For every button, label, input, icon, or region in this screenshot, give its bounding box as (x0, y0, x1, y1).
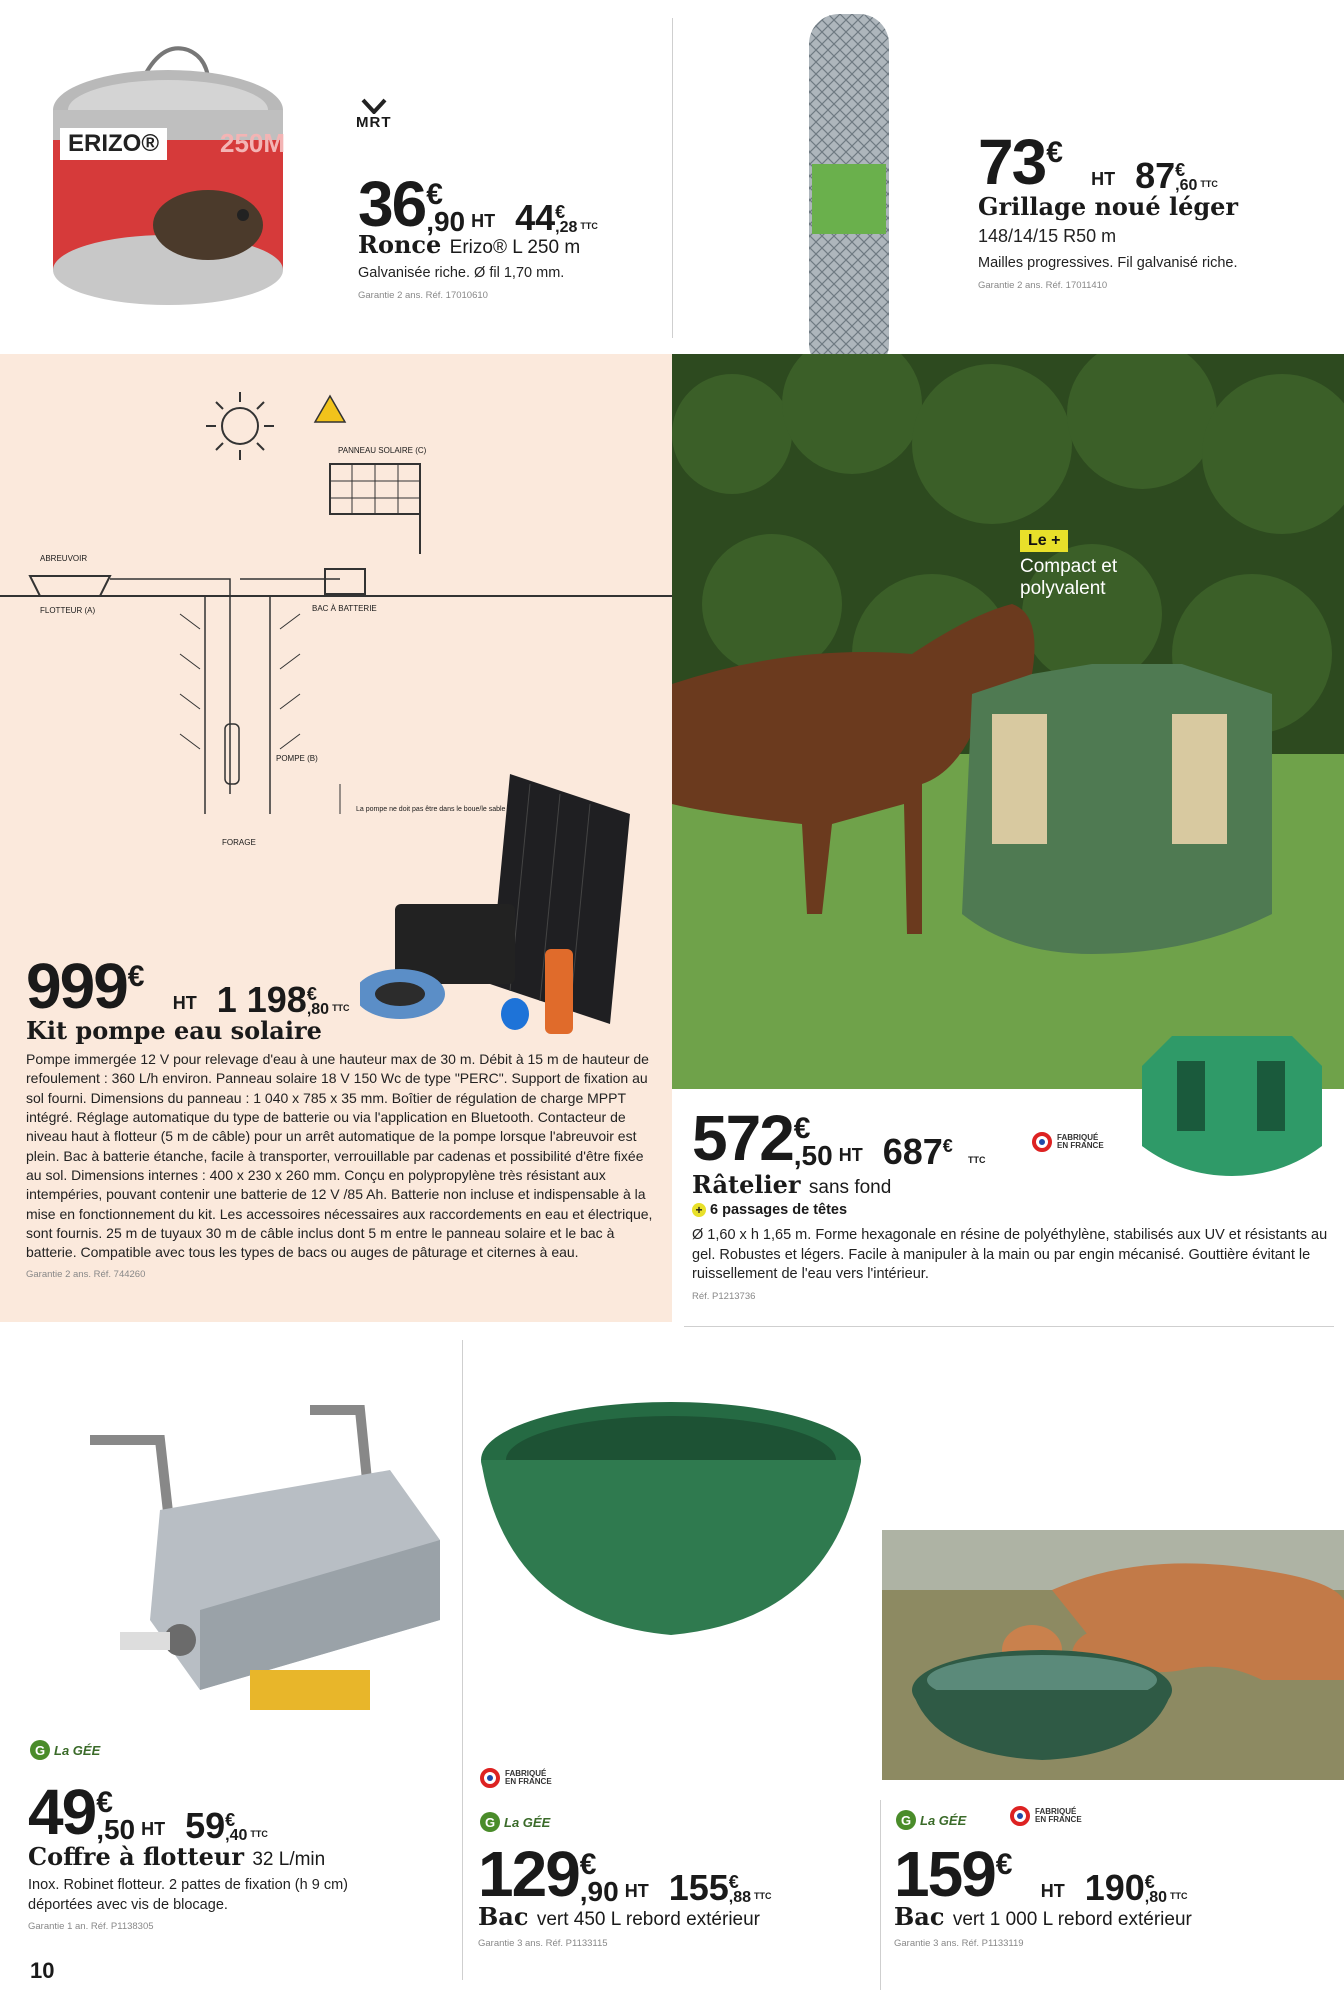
diagram-label-flotteur: FLOTTEUR (A) (40, 606, 96, 615)
ht-label: HT (471, 211, 496, 231)
title-main: Coffre à flotteur (28, 1842, 244, 1871)
title-main: Ronce (358, 230, 442, 259)
product-ronce (0, 0, 672, 352)
diagram-label-abreuvoir: ABREUVOIR (40, 554, 88, 563)
ttc-currency: € (225, 1809, 236, 1830)
fabrique-en-france-bac450 (480, 1768, 552, 1788)
brand-text: La GÉE (920, 1812, 967, 1828)
ttc-label: TTC (754, 1891, 772, 1901)
title-bac450 (478, 1902, 760, 1931)
subtitle: 148/14/15 R50 m (978, 226, 1117, 246)
barbed-wire-spool-image (38, 40, 298, 320)
price-coffre (28, 1776, 268, 1848)
currency: € (579, 1848, 597, 1881)
ttc-currency: € (942, 1135, 953, 1156)
garantie: Garantie 2 ans. Réf. 744260 (26, 1269, 146, 1281)
green-trough-450-image (476, 1400, 866, 1650)
product-ratelier (672, 354, 1344, 1322)
mrt-logo (356, 96, 392, 131)
price-ronce (358, 168, 598, 240)
price-decimal: ,90 (426, 206, 466, 237)
lagee-logo-coffre (30, 1740, 100, 1760)
badge-le-plus (1020, 530, 1117, 600)
ttc-currency: € (555, 201, 566, 222)
title-coffre (28, 1842, 325, 1871)
wire-mesh-roll-image (804, 14, 894, 374)
ht-label: HT (1091, 169, 1116, 189)
title-sub: sans fond (808, 1177, 892, 1198)
lagee-g-icon: G (30, 1740, 50, 1760)
badge-title: Le + (1020, 530, 1068, 552)
fabrique-line-1: FABRIQUÉ (1057, 1132, 1099, 1142)
ht-label: HT (141, 1819, 166, 1839)
plus-icon: + (692, 1203, 706, 1217)
currency: € (995, 1848, 1013, 1881)
price-integer: 73 (978, 126, 1046, 198)
ttc-integer: 1 198 (216, 979, 307, 1020)
ttc-integer: 190 (1084, 1867, 1145, 1908)
fabrique-line-2: EN FRANCE (1057, 1141, 1104, 1150)
page-number: 10 (30, 1958, 55, 1983)
desc-grillage (978, 224, 1248, 293)
mrt-logo-text: MRT (356, 114, 392, 131)
price-decimal: ,90 (579, 1876, 619, 1907)
title-ronce (358, 230, 580, 259)
ttc-currency: € (1144, 1871, 1155, 1892)
ttc-integer: 44 (515, 197, 556, 238)
ttc-label: TTC (580, 221, 598, 231)
price-integer: 999 (26, 950, 127, 1022)
france-pin-icon (1010, 1806, 1030, 1826)
ttc-currency: € (1175, 159, 1186, 180)
spool-label-erizo: ERIZO® (60, 128, 167, 160)
garantie: Garantie 2 ans. Réf. 17011410 (978, 279, 1108, 291)
france-pin-icon (480, 1768, 500, 1788)
desc-text: Galvanisée riche. Ø fil 1,70 mm. (358, 265, 565, 281)
garantie-bac1000: Garantie 3 ans. Réf. P1133119 (894, 1938, 1024, 1949)
france-pin-icon (1032, 1132, 1052, 1152)
diagram-label-bac: BAC À BATTERIE (312, 604, 377, 613)
diagram-label-note: La pompe ne doit pas être dans le boue/le sable (356, 806, 506, 813)
lagee-logo-bac450 (480, 1812, 550, 1832)
price-ratelier (692, 1102, 986, 1174)
price-integer: 49 (28, 1776, 96, 1848)
ttc-label: TTC (1200, 179, 1218, 189)
price-pompe (26, 950, 350, 1022)
lagee-g-icon: G (480, 1812, 500, 1832)
diagram-label-pompe: POMPE (B) (276, 754, 318, 763)
ttc-currency: € (728, 1871, 739, 1892)
ttc-decimal: ,80 (306, 1001, 330, 1018)
ttc-integer: 155 (668, 1867, 729, 1908)
title-bac1000 (894, 1902, 1192, 1931)
price-integer: 159 (894, 1838, 995, 1910)
brand-text: La GÉE (54, 1742, 101, 1758)
title-sub: 32 L/min (252, 1849, 326, 1870)
ratelier-product-image (1132, 1026, 1332, 1176)
product-pompe (0, 354, 672, 1322)
desc-pompe (26, 1050, 654, 1282)
desc-text: Mailles progressives. Fil galvanisé riche. (978, 255, 1238, 272)
currency: € (1046, 136, 1063, 169)
fabrique-line-1: FABRIQUÉ (1035, 1806, 1077, 1816)
currency: € (426, 178, 443, 211)
fabrique-en-france-bac1000 (1010, 1806, 1082, 1826)
diagram-label-panneau: PANNEAU SOLAIRE (C) (338, 446, 427, 455)
product-bac1000 (880, 1340, 1344, 2000)
ttc-integer: 687 (882, 1131, 943, 1172)
ratelier-feature (692, 1202, 847, 1218)
product-grillage (672, 0, 1344, 352)
ttc-decimal: ,80 (1144, 1889, 1168, 1906)
product-bac450 (462, 1340, 880, 2000)
ttc-decimal: ,88 (728, 1889, 752, 1906)
fabrique-line-2: EN FRANCE (1035, 1815, 1082, 1824)
title-main: Râtelier (692, 1170, 801, 1199)
desc-text: Ø 1,60 x h 1,65 m. Forme hexagonale en résine de polyéthylène, stabilisés aux UV et résistants au gel. Robustes et légers. Facile à manipuler à la main ou par engin mécanisé. Gouttière évitant le ruissellement de l'eau vers l'intérieur. (692, 1227, 1328, 1283)
title-ratelier (692, 1170, 891, 1199)
garantie: Garantie 1 an. Réf. P1138305 (28, 1921, 154, 1933)
ht-label: HT (838, 1145, 863, 1165)
lagee-g-icon: G (896, 1810, 916, 1830)
float-box-image (30, 1370, 450, 1740)
price-bac1000 (894, 1838, 1188, 1910)
price-integer: 129 (478, 1838, 579, 1910)
ttc-decimal: ,40 (225, 1827, 248, 1844)
divider-middle-right (684, 1326, 1334, 1327)
ttc-label: TTC (332, 1003, 350, 1013)
price-bac450 (478, 1838, 772, 1910)
mrt-logo-icon (361, 96, 387, 114)
currency: € (96, 1786, 113, 1819)
fabrique-line-1: FABRIQUÉ (505, 1768, 547, 1778)
title-sub: vert 1 000 L rebord extérieur (952, 1909, 1192, 1930)
horse-ratelier-photo (672, 354, 1344, 1089)
title-sub: vert 450 L rebord extérieur (536, 1909, 761, 1930)
garantie: Garantie 2 ans. Réf. 17010610 (358, 289, 488, 301)
garantie-bac450: Garantie 3 ans. Réf. P1133115 (478, 1938, 608, 1949)
desc-coffre (28, 1876, 368, 1934)
fabrique-line-2: EN FRANCE (505, 1777, 552, 1786)
ttc-label: TTC (968, 1155, 986, 1165)
price-decimal: ,50 (96, 1814, 136, 1845)
currency: € (793, 1112, 811, 1145)
cows-trough-photo (882, 1530, 1344, 1780)
currency: € (127, 960, 145, 993)
price-integer: 572 (692, 1102, 793, 1174)
diagram-label-forage: FORAGE (222, 838, 256, 847)
title-pompe: Kit pompe eau solaire (26, 1016, 322, 1045)
price-grillage (978, 126, 1218, 198)
desc-ronce (358, 264, 648, 302)
title-main: Bac (478, 1902, 529, 1931)
ttc-decimal: ,28 (555, 219, 578, 236)
title-sub: Erizo® L 250 m (449, 237, 581, 258)
ttc-integer: 87 (1135, 155, 1176, 196)
title-grillage: Grillage noué léger (978, 192, 1239, 221)
badge-text-1: Compact et (1020, 556, 1118, 577)
product-coffre (0, 1340, 460, 2000)
ttc-currency: € (306, 983, 317, 1004)
lagee-logo-bac1000 (896, 1810, 966, 1830)
desc-text: Inox. Robinet flotteur. 2 pattes de fixation (h 9 cm) déportées avec vis de blocage. (28, 1877, 348, 1913)
spool-label-length: 250M (220, 128, 286, 158)
desc-ratelier (692, 1226, 1332, 1304)
ht-label: HT (1040, 1881, 1065, 1901)
ttc-integer: 59 (185, 1805, 226, 1846)
brand-text: La GÉE (504, 1814, 551, 1830)
feature-text: 6 passages de têtes (710, 1202, 848, 1218)
solar-kit-product-image (360, 774, 660, 1044)
garantie: Réf. P1213736 (692, 1290, 756, 1302)
ttc-label: TTC (1170, 1891, 1188, 1901)
desc-text: Pompe immergée 12 V pour relevage d'eau à une hauteur max de 30 m. Débit à 15 m de hauteur de refoulement : 360 L/h environ. Panneau solaire 18 V 150 Wc de type "PERC". Support de fixation au sol fourni. Dimensions du panneau : 1 040 x 785 x 35 mm. Boîtier de régulation de charge MPPT intégré. Réglage automatique du type de batterie ou via l'application en Bluetooth. Contacteur de niveau haut à flotteur (5 m de câble) pour un arrêt automatique de la pompe lorsque l'abreuvoir est plein. Bac à batterie étanche, facile à transporter, verrouillable par cadenas et possibilité d'être fixée au sol. Dimensions internes : 400 x 230 x 260 mm. Conçu en polypropylène très résistant aux intempéries, pouvant contenir une batterie de 12 V /85 Ah. Batterie non incluse et indispensable à la mise en fonctionnement du kit. Les accessoires nécessaires aux raccordements en eau et électrique, sont fournis. 25 m de tuyaux 30 m de câble inclus dont 5 m entre le panneau solaire et le bac à batterie. Compatible avec tous les types de bacs ou auges de pâturage et citernes à eau. (26, 1051, 653, 1261)
title-main: Bac (894, 1902, 945, 1931)
price-decimal: ,50 (793, 1140, 833, 1171)
ht-label: HT (172, 993, 197, 1013)
ttc-label: TTC (250, 1829, 268, 1839)
fabrique-en-france-ratelier (1032, 1132, 1104, 1152)
ht-label: HT (624, 1881, 649, 1901)
price-integer: 36 (358, 168, 426, 240)
badge-text-2: polyvalent (1020, 578, 1106, 599)
ttc-decimal: ,60 (1175, 177, 1198, 194)
